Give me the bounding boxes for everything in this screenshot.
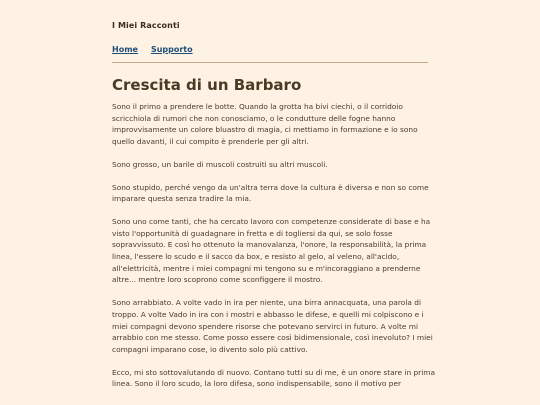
- nav-link-supporto[interactable]: Supporto: [150, 45, 193, 54]
- header-divider: [112, 62, 428, 63]
- article-paragraph: Sono arrabbiato. A volte vado in ira per niente, una birra annacquata, una parola di troppo. A volte Vado in ira con i mostri e abbasso le difese, e quelli mi colpiscono e i miei compagni devono spendere risorse che potevano servirci in futuro. A volte mi arrabbio con me stesso. Come posso essere così bidimensionale, così inevoluto? I miei compagni imparano cose, io divento solo più cattivo.: [112, 298, 433, 354]
- nav-link-home[interactable]: Home: [112, 45, 138, 54]
- article-title: Crescita di un Barbaro: [112, 76, 302, 94]
- article-paragraph: Sono stupido, perché vengo da un'altra terra dove la cultura è diversa e non so come imparare questa senza tradire la mia.: [112, 182, 429, 204]
- article-body: [112, 101, 436, 401]
- main-nav: [112, 45, 193, 54]
- article-paragraph: Sono uno come tanti, che ha cercato lavoro con competenze considerate di base e ha visto l'opportunità di guadagnare in fretta e di togliersi da qui, se solo fosse sopravvissuto. E così ho ottenuto la manovalanza, l'onore, la responsabilità, la prima linea, l'essere lo scudo e il sacco da box, e resisto al gelo, al veleno, all'acido, all'elettricità, mentre i miei compagni mi tengono su e m'incoraggiano a prenderne altre... mentre loro scoprono come sconfiggere il mostro.: [112, 216, 431, 285]
- article-paragraph: Ecco, mi sto sottovalutando di nuovo. Contano tutti su di me, è un onore stare in prima linea. Sono il loro scudo, la loro difesa, sono indispensabile, sono il motivo per: [112, 367, 436, 389]
- article-paragraph: Sono grosso, un barile di muscoli costruiti su altri muscoli.: [112, 159, 328, 169]
- article-paragraph: Sono il primo a prendere le botte. Quando la grotta ha bivi ciechi, o il corridoio scricchiola di rumori che non conosciamo, o le condutture delle fogne hanno improvvisamente un colore bluastro di magia, ci mettiamo in formazione e io sono quello davanti, il cui compito è prenderle per gli altri.: [112, 102, 418, 147]
- site-title: I Miei Racconti: [112, 21, 180, 30]
